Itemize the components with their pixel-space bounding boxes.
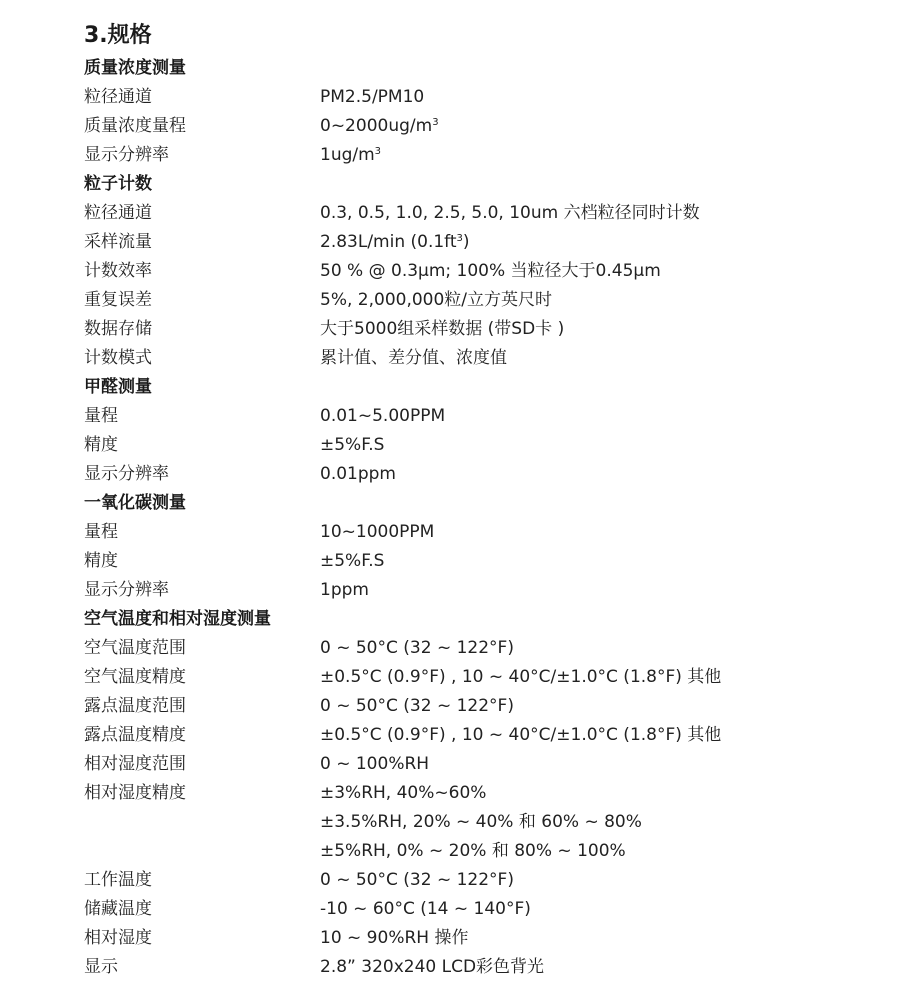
- spec-label: 显示分辨率: [84, 580, 169, 600]
- spec-row: [84, 141, 864, 170]
- spec-value-text: PM2.5/PM10: [320, 87, 425, 107]
- spec-label: 粒径通道: [84, 203, 152, 223]
- spec-value: [320, 286, 864, 315]
- spec-value: [320, 141, 864, 170]
- spec-value-text: 10 ~ 90%RH 操作: [320, 928, 469, 948]
- spec-document: [84, 18, 864, 982]
- spec-value: [320, 344, 864, 373]
- spec-label: 质量浓度量程: [84, 116, 186, 136]
- spec-value: [320, 721, 864, 750]
- spec-value: [320, 83, 864, 112]
- spec-label: 量程: [84, 406, 118, 426]
- spec-value: [320, 402, 864, 431]
- section-heading: 一氧化碳测量: [84, 493, 186, 513]
- page-title: 3.规格: [84, 23, 152, 48]
- spec-row: [84, 431, 864, 460]
- spec-value-text: ±3.5%RH, 20% ~ 40% 和 60% ~ 80%: [320, 812, 642, 832]
- spec-row: [84, 953, 864, 982]
- spec-label: 露点温度精度: [84, 725, 186, 745]
- spec-value: [320, 663, 864, 692]
- spec-value-text: 0 ~ 100%RH: [320, 754, 430, 774]
- spec-label: 计数效率: [84, 261, 152, 281]
- spec-value-text: 0.3, 0.5, 1.0, 2.5, 5.0, 10um 六档粒径同时计数: [320, 203, 700, 223]
- spec-row: [84, 518, 864, 547]
- spec-label: 采样流量: [84, 232, 152, 252]
- spec-label: 露点温度范围: [84, 696, 186, 716]
- spec-label: 相对湿度范围: [84, 754, 186, 774]
- spec-value: [320, 866, 864, 895]
- spec-value-text: 0.01ppm: [320, 464, 396, 484]
- spec-label: 显示分辨率: [84, 145, 169, 165]
- spec-label: 空气温度范围: [84, 638, 186, 658]
- spec-value: [320, 953, 864, 982]
- spec-value: [320, 808, 864, 837]
- spec-row: [84, 547, 864, 576]
- section-heading: 空气温度和相对湿度测量: [84, 609, 271, 629]
- spec-row: [84, 257, 864, 286]
- spec-value-text: ±5%F.S: [320, 435, 385, 455]
- spec-row: [84, 228, 864, 257]
- spec-row: [84, 837, 864, 866]
- spec-row: [84, 866, 864, 895]
- spec-label: 精度: [84, 435, 118, 455]
- spec-value-text: 0 ~ 50°C (32 ~ 122°F): [320, 696, 514, 716]
- spec-value-text: 0 ~ 50°C (32 ~ 122°F): [320, 870, 514, 890]
- spec-row: [84, 83, 864, 112]
- spec-label: 相对湿度精度: [84, 783, 186, 803]
- spec-value: [320, 895, 864, 924]
- spec-label: [84, 837, 320, 866]
- spec-value-superscript: 3: [374, 146, 382, 157]
- spec-row: [84, 112, 864, 141]
- spec-value: [320, 257, 864, 286]
- section-heading: 粒子计数: [84, 174, 152, 194]
- spec-label: 量程: [84, 522, 118, 542]
- section-heading: 质量浓度测量: [84, 58, 186, 78]
- spec-sections: [84, 54, 864, 982]
- spec-value: [320, 924, 864, 953]
- spec-value: [320, 837, 864, 866]
- spec-label: [84, 808, 320, 837]
- spec-row: [84, 286, 864, 315]
- spec-row: [84, 344, 864, 373]
- spec-value-text: 0 ~ 50°C (32 ~ 122°F): [320, 638, 514, 658]
- spec-value-text: 10~1000PPM: [320, 522, 435, 542]
- spec-value: [320, 228, 864, 257]
- spec-value: [320, 315, 864, 344]
- spec-value-text: 0.01~5.00PPM: [320, 406, 446, 426]
- spec-value-suffix: ): [462, 232, 470, 252]
- spec-value: [320, 460, 864, 489]
- spec-row: [84, 634, 864, 663]
- spec-row: [84, 895, 864, 924]
- spec-label: 计数模式: [84, 348, 152, 368]
- spec-value-text: 大于5000组采样数据 (带SD卡 ): [320, 319, 565, 339]
- spec-row: [84, 750, 864, 779]
- spec-value: [320, 112, 864, 141]
- spec-value-text: 1ppm: [320, 580, 369, 600]
- spec-row: [84, 808, 864, 837]
- spec-row: [84, 402, 864, 431]
- spec-row: [84, 721, 864, 750]
- section-heading: 甲醛测量: [84, 377, 152, 397]
- spec-label: 重复误差: [84, 290, 152, 310]
- spec-value-text: -10 ~ 60°C (14 ~ 140°F): [320, 899, 531, 919]
- spec-label: 相对湿度: [84, 928, 152, 948]
- spec-row: [84, 779, 864, 808]
- spec-value-text: 0~2000ug/m: [320, 116, 433, 136]
- spec-value: [320, 518, 864, 547]
- spec-row: [84, 576, 864, 605]
- spec-label: 储藏温度: [84, 899, 152, 919]
- spec-value-superscript: 3: [456, 233, 463, 244]
- spec-value-text: ±3%RH, 40%~60%: [320, 783, 487, 803]
- spec-value: [320, 634, 864, 663]
- spec-value: [320, 779, 864, 808]
- spec-row: [84, 199, 864, 228]
- spec-value-text: 2.83L/min (0.1ft: [320, 232, 457, 252]
- spec-value: [320, 431, 864, 460]
- spec-value-superscript: 3: [432, 117, 439, 128]
- spec-row: [84, 663, 864, 692]
- spec-value: [320, 750, 864, 779]
- spec-label: 数据存储: [84, 319, 152, 339]
- spec-row: [84, 924, 864, 953]
- spec-value-text: 2.8” 320x240 LCD彩色背光: [320, 957, 545, 977]
- spec-value-text: ±5%F.S: [320, 551, 385, 571]
- spec-value-text: 累计值、差分值、浓度值: [320, 348, 507, 368]
- spec-value-text: 5%, 2,000,000粒/立方英尺时: [320, 290, 553, 310]
- spec-value-text: ±0.5°C (0.9°F) , 10 ~ 40°C/±1.0°C (1.8°F) 其他: [320, 725, 722, 745]
- spec-value-text: ±0.5°C (0.9°F) , 10 ~ 40°C/±1.0°C (1.8°F) 其他: [320, 667, 722, 687]
- spec-value: [320, 547, 864, 576]
- spec-label: 空气温度精度: [84, 667, 186, 687]
- spec-row: [84, 315, 864, 344]
- spec-row: [84, 460, 864, 489]
- spec-value: [320, 199, 864, 228]
- spec-value: [320, 692, 864, 721]
- spec-row: [84, 692, 864, 721]
- spec-value-text: 1ug/m: [320, 145, 375, 165]
- spec-value: [320, 576, 864, 605]
- spec-value-text: 50 % @ 0.3μm; 100% 当粒径大于0.45μm: [320, 261, 661, 281]
- spec-label: 工作温度: [84, 870, 152, 890]
- spec-label: 精度: [84, 551, 118, 571]
- spec-label: 显示分辨率: [84, 464, 169, 484]
- spec-label: 显示: [84, 957, 118, 977]
- spec-label: 粒径通道: [84, 87, 152, 107]
- spec-value-text: ±5%RH, 0% ~ 20% 和 80% ~ 100%: [320, 841, 626, 861]
